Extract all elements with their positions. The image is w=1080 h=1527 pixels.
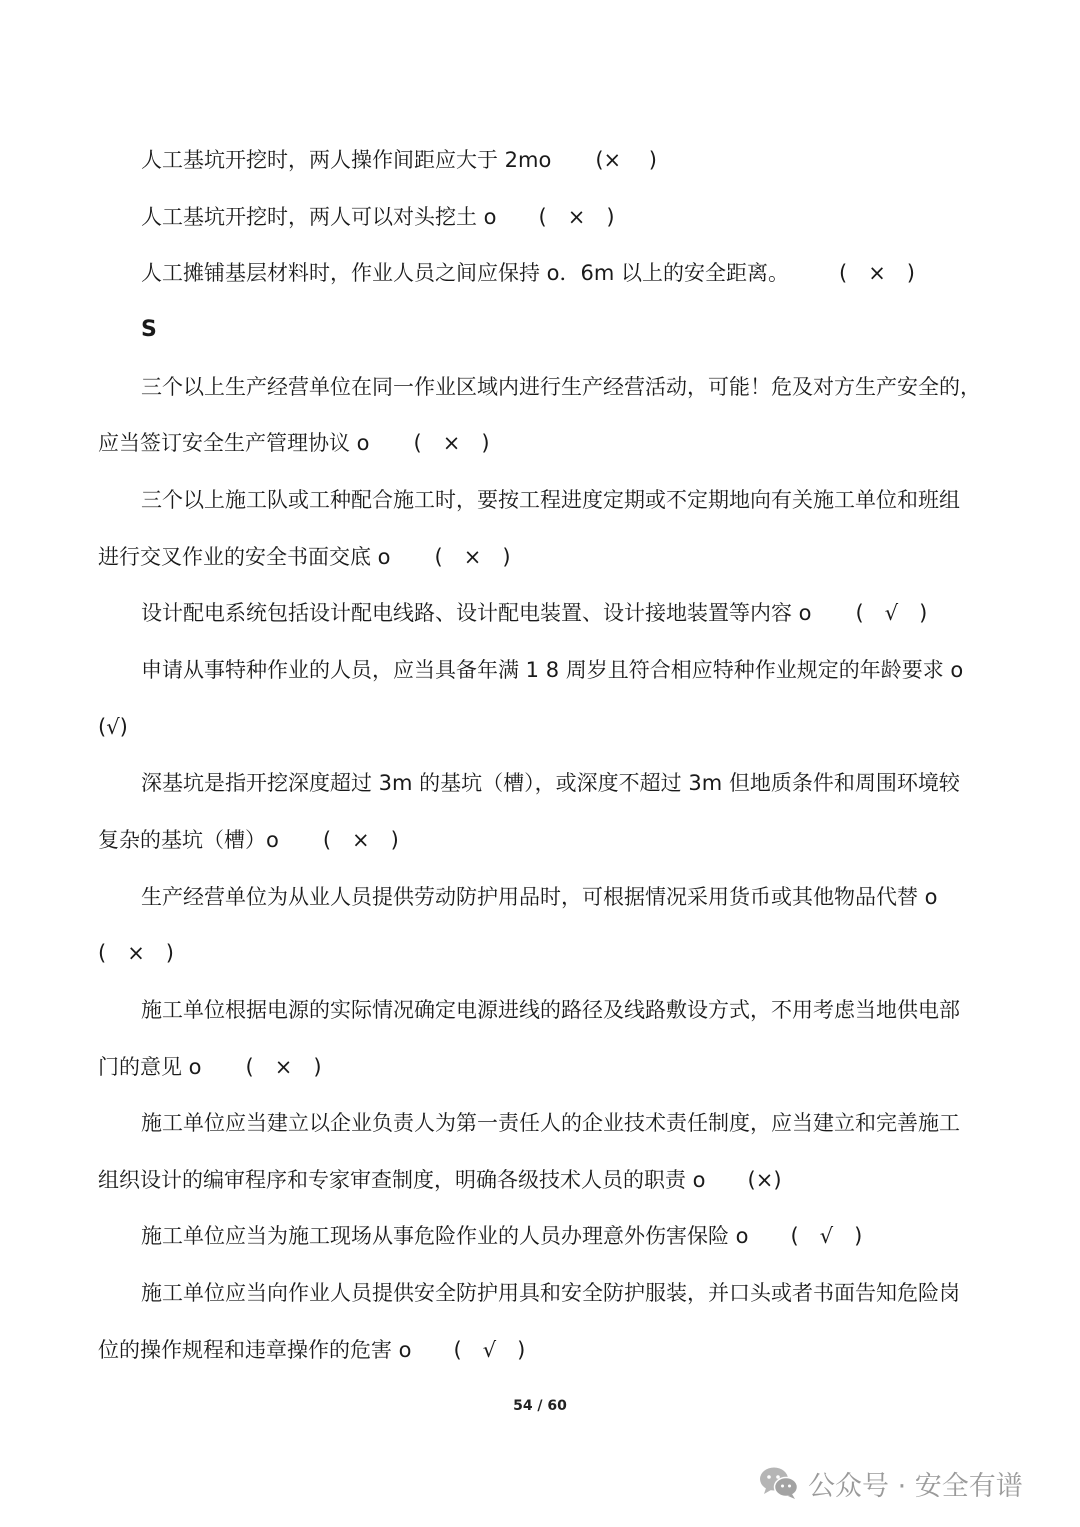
- text-line: 三个以上施工队或工种配合施工时，要按工程进度定期或不定期地向有关施工单位和班组: [141, 488, 960, 512]
- text-line: 三个以上生产经营单位在同一作业区域内进行生产经营活动，可能！危及对方生产安全的，: [141, 375, 981, 399]
- page-number: 54 / 60: [513, 1398, 567, 1414]
- watermark-text: 公众号 · 安全有谱: [808, 1470, 1023, 1502]
- text-line: 进行交叉作业的安全书面交底 o ( × ): [98, 545, 511, 569]
- text-line: 深基坑是指开挖深度超过 3m 的基坑（槽），或深度不超过 3m 但地质条件和周围环境较: [141, 771, 960, 795]
- text-line: 申请从事特种作业的人员，应当具备年满 1 8 周岁且符合相应特种作业规定的年龄要求 o: [141, 658, 964, 682]
- answer-mark: ( √ ): [453, 1338, 526, 1362]
- text-line: (√): [98, 715, 128, 739]
- text-line: 组织设计的编审程序和专家审查制度，明确各级技术人员的职责 o (×): [98, 1168, 782, 1192]
- text-line: 人工基坑开挖时，两人可以对头挖土 o ( × ): [141, 205, 615, 229]
- section-heading: S: [141, 317, 157, 342]
- text-line: 施工单位应当向作业人员提供安全防护用具和安全防护服装，并口头或者书面告知危险岗: [141, 1281, 960, 1305]
- watermark: [758, 1463, 1023, 1503]
- wechat-icon: [758, 1465, 800, 1501]
- text-line: 施工单位根据电源的实际情况确定电源进线的路径及线路敷设方式，不用考虑当地供电部: [141, 998, 960, 1022]
- answer-mark: ( √ ): [790, 1224, 863, 1248]
- answer-mark: ( × ): [434, 545, 511, 569]
- text-line: ( × ): [98, 941, 174, 965]
- answer-mark: ( × ): [322, 828, 399, 852]
- answer-mark: ( × ): [538, 205, 615, 229]
- text-line: 设计配电系统包括设计配电线路、设计配电装置、设计接地装置等内容 o ( √ ): [141, 601, 928, 625]
- text-line: 生产经营单位为从业人员提供劳动防护用品时，可根据情况采用货币或其他物品代替 o: [141, 885, 938, 909]
- text-line: 施工单位应当为施工现场从事危险作业的人员办理意外伤害保险 o ( √ ): [141, 1224, 863, 1248]
- answer-mark: (× ): [595, 148, 658, 172]
- text-line: 人工基坑开挖时，两人操作间距应大于 2mo (× ): [141, 148, 658, 172]
- answer-mark: ( × ): [839, 261, 915, 285]
- text-line: 位的操作规程和违章操作的危害 o ( √ ): [98, 1338, 526, 1362]
- text-line: 施工单位应当建立以企业负责人为第一责任人的企业技术责任制度，应当建立和完善施工: [141, 1111, 960, 1135]
- text-line: 门的意见 o ( × ): [98, 1055, 322, 1079]
- text-line: 复杂的基坑（槽）o ( × ): [98, 828, 399, 852]
- answer-mark: ( × ): [245, 1055, 322, 1079]
- answer-mark: (×): [747, 1168, 782, 1192]
- text-line: 人工摊铺基层材料时，作业人员之间应保持 o．6m 以上的安全距离。 ( × ): [141, 261, 915, 285]
- answer-mark: ( √ ): [855, 601, 928, 625]
- text-line: 应当签订安全生产管理协议 o ( × ): [98, 431, 490, 455]
- answer-mark: ( × ): [413, 431, 490, 455]
